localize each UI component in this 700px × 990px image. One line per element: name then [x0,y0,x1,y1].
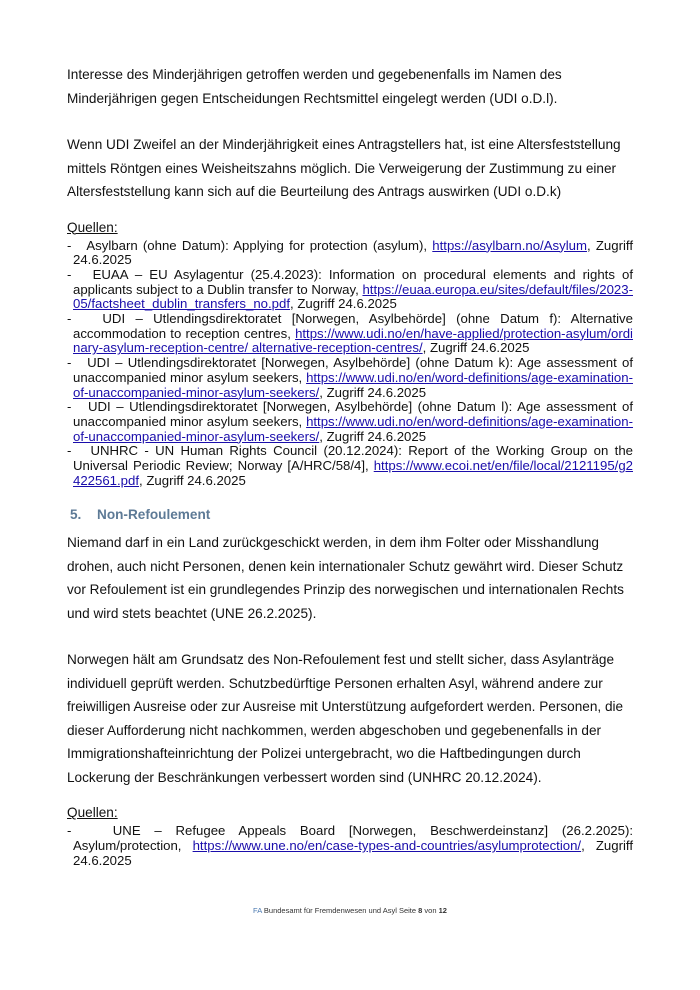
source-text: UDI – Utlendingsdirektoratet [Norwegen, Asylbehörde] (ohne Datum f): Alternative accommodation to reception centres, [73,311,633,341]
source-link[interactable]: https://www.une.no/en/case-types-and-countries/asylumprotection/ [192,838,582,854]
sources-list-2 [67,824,633,868]
footer-text: Bundesamt für Fremdenwesen und Asyl Seite [263,906,417,915]
source-text: EUAA – EU Asylagentur (25.4.2023): Information on procedural elements and rights of applicants subject to a Dublin transfer to Norway, [73,266,633,297]
source-item: - UNHRC - UN Human Rights Council (20.12.2024): Report of the Working Group on the Universal Periodic Review; Norway [A/HRC/58/4], https://www.ecoi.net/en/file/local/2121195/g2422561.pdf, Zugriff 24.6.2025 [67,443,633,488]
source-link[interactable]: https://www.udi.no/en/have-applied/protection-asylum/ordinary-asylum-reception-centre/ alternative-reception-centres/ [73,325,633,356]
sources-label: Quellen: [67,219,118,235]
footer-von: von [424,906,437,915]
source-item: - Asylbarn (ohne Datum): Applying for protection (asylum), https://asylbarn.no/Asylum, Zugriff 24.6.2025 [67,237,633,268]
footer-fa: FA [253,906,262,915]
source-item: - EUAA – EU Asylagentur (25.4.2023): Information on procedural elements and rights of applicants subject to a Dublin transfer to Norway, https://euaa.europa.eu/sites/default/files/2023-05/factsheet_dublin_transfers_no.pdf, Zugriff 24.6.2025 [67,266,633,312]
source-link[interactable]: https://www.udi.no/en/word-definitions/age-examination-of-unaccompanied-minor-asylum-seekers/ [73,413,633,444]
source-text: UDI – Utlendingsdirektoratet [Norwegen, Asylbehörde] (ohne Datum k): Age assessment of unaccompanied minor asylum seekers, [73,355,633,385]
source-link[interactable]: https://www.udi.no/en/word-definitions/age-examination-of-unaccompanied-minor-asylum-seekers/ [73,369,633,400]
section-heading [67,505,633,525]
paragraph: Norwegen hält am Grundsatz des Non-Refoulement fest und stellt sicher, dass Asylanträge individuell geprüft werden. Schutzbedürftige Personen erhalten Asyl, während andere zur freiwilligen Ausreise oder zur Ausreise mit Unterstützung aufgefordert werden. Personen, die dieser Aufforderung nicht nachkommen, werden abgeschoben und gegebenenfalls in der Immigrationshafteinrichtung der Polizei untergebracht, wo die Haftbedingungen durch Lockerung der Beschränkungen verbessert worden sind (UNHRC 20.12.2024). [67,652,624,785]
document-page [67,63,633,869]
source-item: - UDI – Utlendingsdirektoratet [Norwegen, Asylbehörde] (ohne Datum l): Age assessment of unaccompanied minor asylum seekers, https://www.udi.no/en/word-definitions/age-examination-of-unaccompanied-minor-asylum-seekers/, Zugriff 24.6.2025 [67,399,633,444]
source-item: - UDI – Utlendingsdirektoratet [Norwegen, Asylbehörde] (ohne Datum k): Age assessment of unaccompanied minor asylum seekers, https://www.udi.no/en/word-definitions/age-examination-of-unaccompanied-minor-asylum-seekers/, Zugriff 24.6.2025 [67,355,633,400]
source-access: , Zugriff 24.6.2025 [422,340,530,356]
section-title: Non-Refoulement [97,507,211,523]
source-access: , Zugriff 24.6.2025 [319,428,427,444]
paragraph: Wenn UDI Zweifel an der Minderjährigkeit eines Antragstellers hat, ist eine Altersfeststellung mittels Röntgen eines Weisheitszahns möglich. Die Verweigerung der Zustimmung zu einer Altersfeststellung kann sich auf die Beurteilung des Antrags auswirken (UDI o.D.k) [67,137,621,199]
sources-list-1 [67,239,633,489]
paragraph: Niemand darf in ein Land zurückgeschickt werden, in dem ihm Folter oder Misshandlung drohen, auch nicht Personen, denen kein internationaler Schutz gewährt wird. Dieser Schutz vor Refoulement ist ein grundlegendes Prinzip des norwegischen und internationalen Rechts und wird stets beachtet (UNE 26.2.2025). [67,535,624,621]
source-text: Asylbarn (ohne Datum): Applying for protection (asylum), [86,237,433,253]
source-link[interactable]: https://asylbarn.no/Asylum [432,237,587,253]
source-text: UDI – Utlendingsdirektoratet [Norwegen, Asylbehörde] (ohne Datum l): Age assessment of unaccompanied minor asylum seekers, [73,399,633,429]
paragraph: Interesse des Minderjährigen getroffen werden und gegebenenfalls im Namen des Minderjährigen gegen Entscheidungen Rechtsmittel eingelegt werden (UDI o.D.l). [67,67,562,106]
source-link[interactable]: https://www.ecoi.net/en/file/local/2121195/g2422561.pdf [73,458,633,488]
footer-total: 12 [438,906,447,915]
footer-page: 8 [418,906,423,915]
source-access: , Zugriff 24.6.2025 [139,472,246,488]
source-link[interactable]: https://euaa.europa.eu/sites/default/files/2023-05/factsheet_dublin_transfers_no.pdf [73,281,633,312]
source-access: , Zugriff 24.6.2025 [319,384,427,400]
sources-label: Quellen: [67,805,118,821]
source-item: - UDI – Utlendingsdirektoratet [Norwegen, Asylbehörde] (ohne Datum f): Alternative accommodation to reception centres, https://www.udi.no/en/have-applied/protection-asylum/ordinary-asylum-reception-centre/ alternative-reception-centres/, Zugriff 24.6.2025 [67,311,633,356]
source-access: , Zugriff 24.6.2025 [73,838,634,868]
source-text: UNE – Refugee Appeals Board [Norwegen, Beschwerdeinstanz] (26.2.2025): Asylum/protection, [73,823,634,854]
source-item: - UNE – Refugee Appeals Board [Norwegen, Beschwerdeinstanz] (26.2.2025): Asylum/protection, https://www.une.no/en/case-types-and-countries/asylumprotection/, Zugriff 24.6.2025 [67,823,634,868]
section-number: 5. [70,507,82,523]
page-footer [0,906,700,915]
source-text: UNHRC - UN Human Rights Council (20.12.2024): Report of the Working Group on the Universal Periodic Review; Norway [A/HRC/58/4], [73,443,633,474]
source-access: , Zugriff 24.6.2025 [290,296,397,312]
source-access: , Zugriff 24.6.2025 [73,237,633,268]
